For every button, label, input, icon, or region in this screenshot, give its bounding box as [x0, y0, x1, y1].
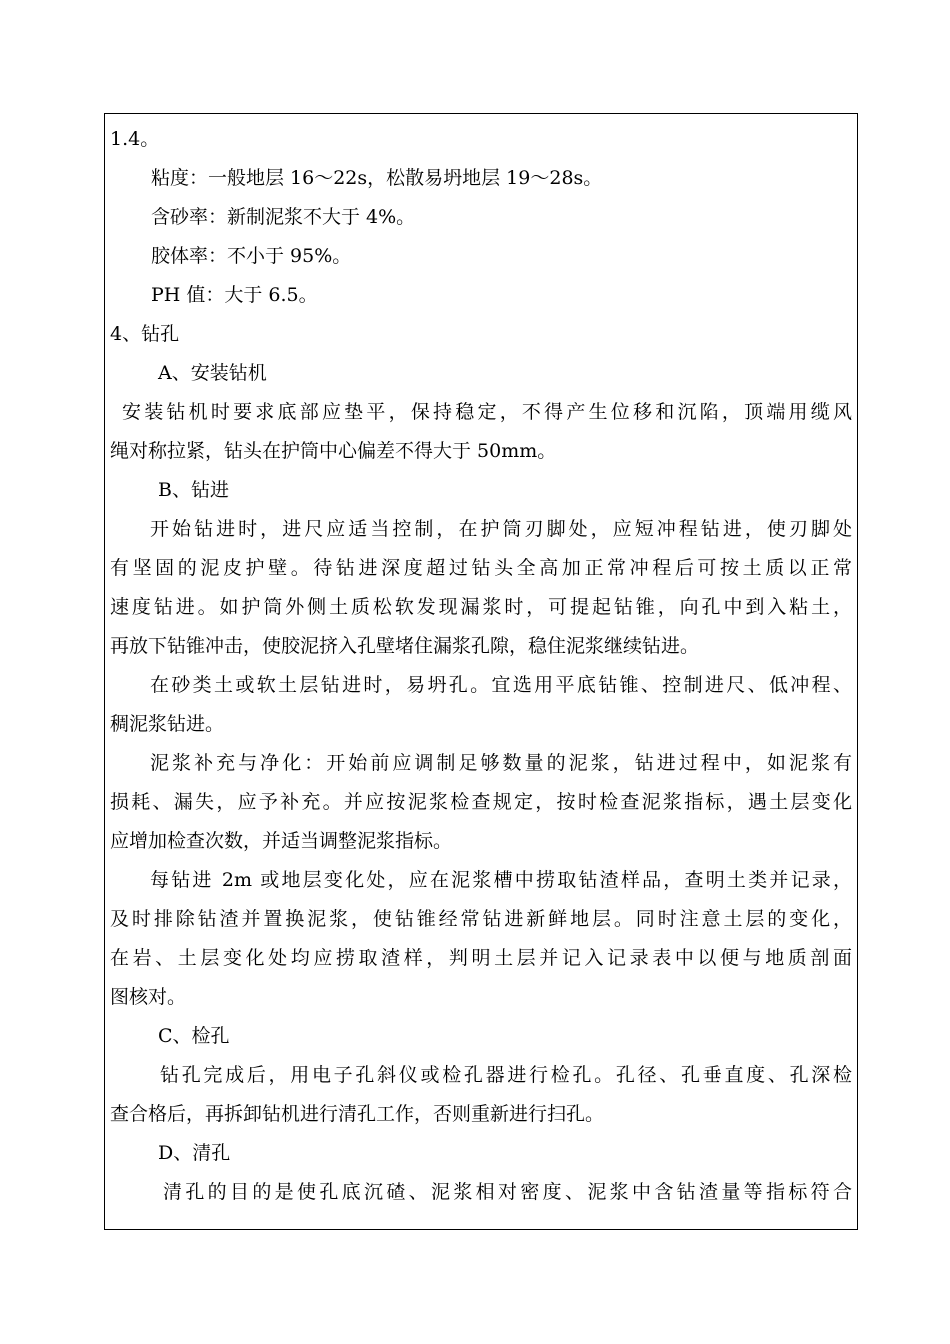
text-line: 含砂率：新制泥浆不大于 4%。 [151, 206, 416, 228]
subsection-heading: B、钻进 [158, 479, 229, 501]
text-line: 胶体率：不小于 95%。 [151, 245, 352, 267]
text-line: 应增加检查次数，并适当调整泥浆指标。 [110, 830, 453, 852]
text-line: 再放下钻锥冲击，使胶泥挤入孔壁堵住漏浆孔隙，稳住泥浆继续钻进。 [110, 635, 700, 657]
text-line: 1.4。 [110, 128, 160, 150]
text-line: 稠泥浆钻进。 [110, 713, 225, 735]
text-line: 在砂类土或软土层钻进时，易坍孔。宜选用平底钻锥、控制进尺、低冲程、 [150, 674, 852, 696]
text-line: 有坚固的泥皮护壁。待钻进深度超过钻头全高加正常冲程后可按土质以正常 [110, 557, 852, 579]
text-line: 清孔的目的是使孔底沉碴、泥浆相对密度、泥浆中含钻渣量等指标符合 [163, 1181, 852, 1203]
text-line: 泥浆补充与净化：开始前应调制足够数量的泥浆，钻进过程中，如泥浆有 [150, 752, 852, 774]
subsection-heading: C、检孔 [158, 1025, 230, 1047]
text-line: 查合格后，再拆卸钻机进行清孔工作，否则重新进行扫孔。 [110, 1103, 605, 1125]
text-line: 图核对。 [110, 986, 187, 1008]
section-heading: 4、钻孔 [110, 323, 180, 345]
text-line: 及时排除钻渣并置换泥浆，使钻锥经常钻进新鲜地层。同时注意土层的变化， [110, 908, 852, 930]
text-line: 钻孔完成后，用电子孔斜仪或检孔器进行检孔。孔径、孔垂直度、孔深检 [160, 1064, 852, 1086]
text-line: PH 值：大于 6.5。 [151, 284, 318, 306]
text-line: 在岩、土层变化处均应捞取渣样，判明土层并记入记录表中以便与地质剖面 [110, 947, 852, 969]
text-line: 粘度：一般地层 16～22s，松散易坍地层 19～28s。 [151, 167, 603, 189]
subsection-heading: D、清孔 [158, 1142, 231, 1164]
text-line: 开始钻进时，进尺应适当控制，在护筒刃脚处，应短冲程钻进，使刃脚处 [150, 518, 852, 540]
document-body [110, 120, 852, 1212]
text-line: 绳对称拉紧，钻头在护筒中心偏差不得大于 50mm。 [110, 440, 557, 462]
text-line: 损耗、漏失，应予补充。并应按泥浆检查规定，按时检查泥浆指标，遇土层变化 [110, 791, 852, 813]
text-line: 速度钻进。如护筒外侧土质松软发现漏浆时，可提起钻锥，向孔中到入粘土， [110, 596, 852, 618]
text-line: 安装钻机时要求底部应垫平，保持稳定，不得产生位移和沉陷，顶端用缆风 [122, 401, 852, 423]
text-line: 每钻进 2m 或地层变化处，应在泥浆槽中捞取钻渣样品，查明土类并记录， [150, 869, 852, 891]
subsection-heading: A、安装钻机 [158, 362, 267, 384]
